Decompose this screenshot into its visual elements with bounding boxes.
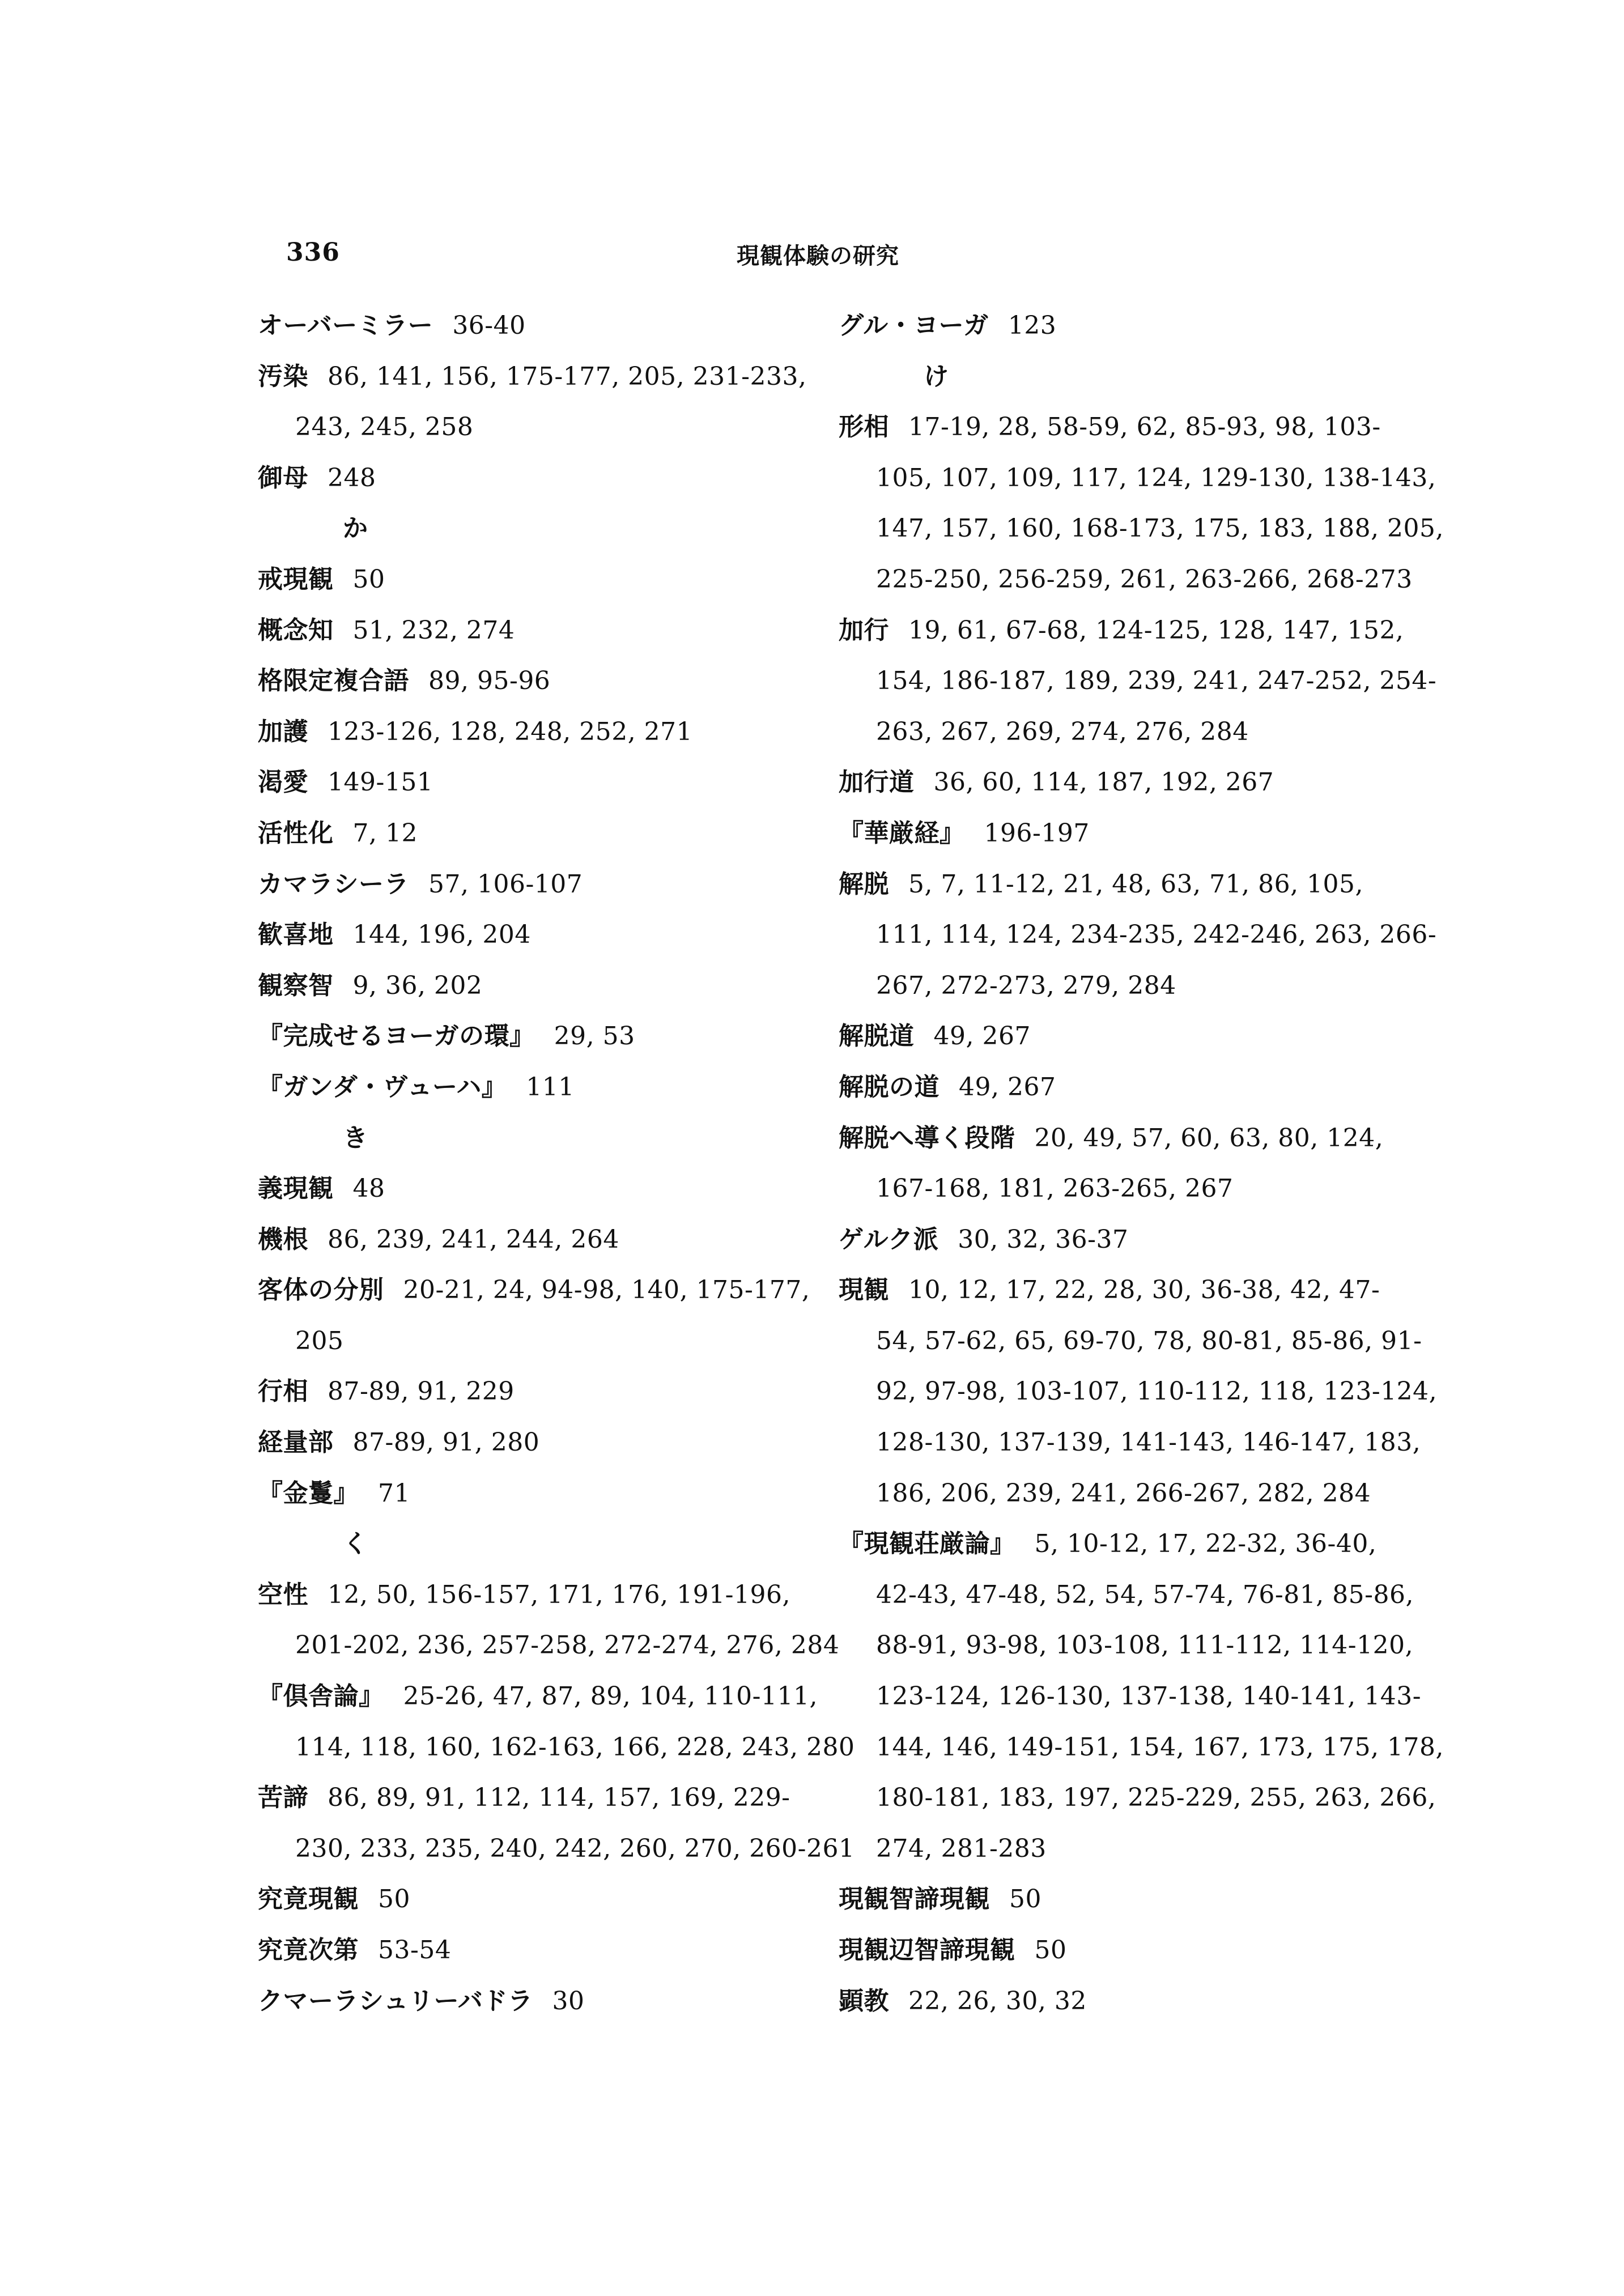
page-header (0, 238, 1624, 278)
page-references: 12, 50, 156-157, 171, 176, 191-196, (328, 1580, 790, 1609)
index-entry (839, 1265, 1405, 1316)
page-references: 86, 141, 156, 175-177, 205, 231-233, (328, 362, 807, 391)
page-references: 50 (352, 564, 385, 594)
page-references-continued: 205 (295, 1326, 344, 1355)
index-term: 汚染 (258, 362, 308, 391)
index-entry (258, 1976, 813, 2027)
page-references: 149-151 (328, 768, 433, 797)
index-term: 戒現観 (258, 564, 334, 594)
page-references: 10, 12, 17, 22, 28, 30, 36-38, 42, 47- (908, 1275, 1380, 1305)
page-references-continued: 42-43, 47-48, 52, 54, 57-74, 76-81, 85-86, (876, 1580, 1414, 1609)
index-term: 顕教 (839, 1986, 889, 2016)
index-column-left (258, 300, 855, 2026)
index-entry (258, 1874, 813, 1925)
index-term: 御母 (258, 463, 308, 492)
index-term: 現観智諦現観 (839, 1885, 990, 1914)
page-references-continued: 111, 114, 124, 234-235, 242-246, 263, 266- (876, 920, 1437, 950)
index-entry (839, 1874, 1405, 1925)
page-references: 144, 196, 204 (352, 920, 531, 950)
index-term: 渇愛 (258, 768, 308, 797)
page-references-continued: 88-91, 93-98, 103-108, 111-112, 114-120, (876, 1631, 1414, 1660)
index-entry (258, 1265, 813, 1316)
page-references-continued: 92, 97-98, 103-107, 110-112, 118, 123-124, (876, 1377, 1438, 1406)
index-entry (839, 300, 1405, 351)
page-references-continued: 274, 281-283 (876, 1834, 1047, 1863)
page-references: 36, 60, 114, 187, 192, 267 (933, 768, 1274, 797)
page-references-continued: 180-181, 183, 197, 225-229, 255, 263, 266, (876, 1783, 1436, 1813)
index-entry (258, 909, 813, 960)
index-term: オーバーミラー (258, 311, 433, 340)
index-entry (839, 1011, 1405, 1062)
page-references: 71 (378, 1478, 410, 1508)
page-references-continued: 144, 146, 149-151, 154, 167, 173, 175, 178, (876, 1732, 1444, 1762)
page-references: 36-40 (452, 311, 526, 340)
index-term: 『倶舎論』 (258, 1682, 384, 1711)
page-references: 86, 89, 91, 112, 114, 157, 169, 229- (328, 1783, 790, 1813)
index-entry (839, 1925, 1405, 1976)
index-term: 機根 (258, 1224, 308, 1254)
index-entry (258, 1417, 813, 1468)
index-entry (839, 402, 1405, 453)
index-term: 行相 (258, 1377, 308, 1406)
page-references-continued: 267, 272-273, 279, 284 (876, 971, 1176, 1000)
index-entry (258, 859, 813, 910)
page-references-continued: 154, 186-187, 189, 239, 241, 247-252, 254- (876, 666, 1437, 696)
index-term: 格限定複合語 (258, 666, 409, 696)
index-term: 『金鬘』 (258, 1478, 359, 1508)
page-references-continued: 167-168, 181, 263-265, 267 (876, 1174, 1234, 1204)
index-entry (258, 351, 813, 402)
index-entry (258, 1925, 813, 1976)
index-entry (258, 1772, 813, 1823)
page-references: 17-19, 28, 58-59, 62, 85-93, 98, 103- (908, 413, 1381, 442)
index-term: 解脱へ導く段階 (839, 1123, 1015, 1153)
page-references: 9, 36, 202 (352, 971, 483, 1000)
index-term: 加護 (258, 717, 308, 746)
index-term: 苦諦 (258, 1783, 308, 1813)
page-references-continued: 54, 57-62, 65, 69-70, 78, 80-81, 85-86, 91- (876, 1326, 1422, 1355)
index-entry (839, 1113, 1405, 1164)
index-entry (258, 605, 813, 656)
index-term: 『華厳経』 (839, 818, 965, 848)
index-entry (258, 1468, 813, 1519)
index-term: 解脱の道 (839, 1072, 939, 1102)
index-term: カマラシーラ (258, 869, 409, 899)
index-entry (839, 757, 1405, 808)
index-term: 究竟次第 (258, 1936, 359, 1965)
index-term: 解脱 (839, 869, 889, 899)
index-entry (258, 554, 813, 605)
page-references: 196-197 (984, 818, 1090, 848)
index-entry (839, 1519, 1405, 1570)
index-entry (258, 1062, 813, 1113)
index-entry (258, 1163, 813, 1214)
page-references: 49, 267 (933, 1022, 1031, 1051)
running-title: 現観体験の研究 (737, 243, 899, 269)
index-term: 概念知 (258, 615, 334, 645)
page-references: 5, 10-12, 17, 22-32, 36-40, (1034, 1529, 1377, 1559)
index-term: 歓喜地 (258, 920, 334, 950)
page-references-continued: 263, 267, 269, 274, 276, 284 (876, 717, 1249, 746)
page-references: 51, 232, 274 (352, 615, 515, 645)
index-entry (258, 1671, 818, 1722)
index-term: 観察智 (258, 971, 334, 1000)
page-references: 53-54 (378, 1936, 452, 1965)
page-references: 19, 61, 67-68, 124-125, 128, 147, 152, (908, 615, 1404, 645)
index-term: 形相 (839, 413, 889, 442)
page-references: 30, 32, 36-37 (958, 1224, 1129, 1254)
page-references: 89, 95-96 (428, 666, 551, 696)
index-term: ゲルク派 (839, 1224, 939, 1254)
page-references: 22, 26, 30, 32 (908, 1986, 1087, 2016)
section-heading: く (343, 1529, 368, 1559)
page-references: 87-89, 91, 280 (352, 1428, 540, 1457)
page-references: 50 (1009, 1885, 1041, 1914)
section-heading: き (343, 1123, 368, 1153)
page-references: 7, 12 (352, 818, 418, 848)
page-references-continued: 201-202, 236, 257-258, 272-274, 276, 284 (295, 1631, 840, 1660)
page-references-continued: 123-124, 126-130, 137-138, 140-141, 143- (876, 1682, 1422, 1711)
index-entry (258, 960, 813, 1011)
index-term: グル・ヨーガ (839, 311, 989, 340)
page-references-continued: 230, 233, 235, 240, 242, 260, 270, 260-261 (295, 1834, 855, 1863)
page-references: 20-21, 24, 94-98, 140, 175-177, (403, 1275, 810, 1305)
page-references: 49, 267 (959, 1072, 1056, 1102)
page-references-continued: 225-250, 256-259, 261, 263-266, 268-273 (876, 564, 1413, 594)
index-entry (839, 808, 1405, 859)
index-term: 加行 (839, 615, 889, 645)
page-references-continued: 114, 118, 160, 162-163, 166, 228, 243, 280 (295, 1732, 855, 1762)
page-references-continued: 243, 245, 258 (295, 413, 474, 442)
index-entry (258, 757, 813, 808)
index-entry (258, 1214, 813, 1265)
index-term: 義現観 (258, 1174, 334, 1204)
index-entry (839, 605, 1405, 656)
index-term: 究竟現観 (258, 1885, 359, 1914)
index-entry (258, 808, 813, 859)
index-term: 客体の分別 (258, 1275, 384, 1305)
index-entry (258, 1570, 813, 1621)
page-references: 25-26, 47, 87, 89, 104, 110-111, (403, 1682, 818, 1711)
index-entry (258, 656, 813, 707)
index-entry (839, 1062, 1405, 1113)
index-entry (839, 1976, 1405, 2027)
index-term: 『現観荘厳論』 (839, 1529, 1015, 1559)
index-term: 『完成せるヨーガの環』 (258, 1022, 535, 1051)
page-references: 87-89, 91, 229 (328, 1377, 515, 1406)
page-references-continued: 128-130, 137-139, 141-143, 146-147, 183, (876, 1428, 1421, 1457)
page-references: 123 (1007, 311, 1057, 340)
page-references: 30 (552, 1986, 585, 2016)
page-references: 29, 53 (554, 1022, 635, 1051)
index-term: 空性 (258, 1580, 308, 1609)
index-entry (839, 859, 1405, 910)
index-term: 解脱道 (839, 1022, 915, 1051)
page-references-continued: 147, 157, 160, 168-173, 175, 183, 188, 205, (876, 514, 1444, 543)
index-column-right (839, 300, 1444, 2026)
index-term: 加行道 (839, 768, 915, 797)
section-heading: か (343, 514, 368, 543)
page-references: 123-126, 128, 248, 252, 271 (328, 717, 693, 746)
index-entry (258, 1011, 813, 1062)
page-references-continued: 105, 107, 109, 117, 124, 129-130, 138-143, (876, 463, 1436, 492)
page-references: 248 (328, 463, 376, 492)
index-term: 活性化 (258, 818, 334, 848)
page-references-continued: 186, 206, 239, 241, 266-267, 282, 284 (876, 1478, 1371, 1508)
index-entry (258, 707, 813, 758)
index-entry (258, 453, 813, 504)
page-references: 50 (378, 1885, 410, 1914)
page-references: 48 (352, 1174, 385, 1204)
page-references: 57, 106-107 (428, 869, 583, 899)
page-references: 50 (1034, 1936, 1067, 1965)
index-term: 経量部 (258, 1428, 334, 1457)
index-term: クマーラシュリーバドラ (258, 1986, 533, 2016)
section-heading: け (924, 362, 949, 391)
index-term: 『ガンダ・ヴューハ』 (258, 1072, 507, 1102)
index-term: 現観 (839, 1275, 889, 1305)
page-references: 20, 49, 57, 60, 63, 80, 124, (1034, 1123, 1384, 1153)
index-entry (839, 1214, 1405, 1265)
index-entry (258, 300, 813, 351)
index-term: 現観辺智諦現観 (839, 1936, 1015, 1965)
page-references: 86, 239, 241, 244, 264 (328, 1224, 619, 1254)
index-entry (258, 1366, 813, 1417)
page-references: 111 (526, 1072, 575, 1102)
page-references: 5, 7, 11-12, 21, 48, 63, 71, 86, 105, (908, 869, 1364, 899)
page-number: 336 (286, 238, 340, 267)
